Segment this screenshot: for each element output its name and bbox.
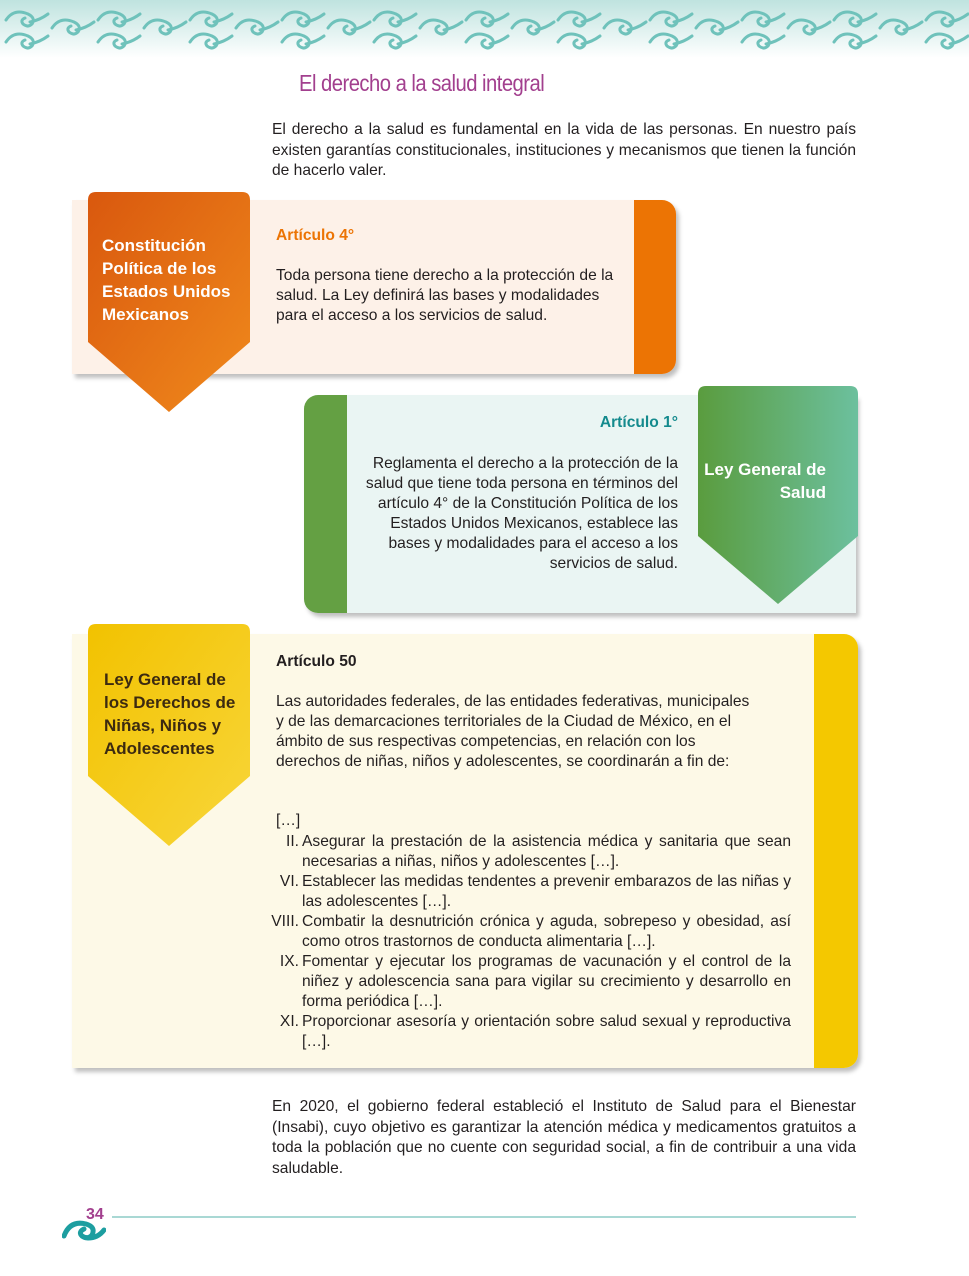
list-item-number: II. [286,833,299,850]
list-item [256,912,791,952]
list-item-text: Combatir la desnutrición crónica y aguda, sobrepeso y obesidad, así como otros trastornos de conducta alimentaria […]. [302,913,791,950]
health-law-card-accent-bar [304,395,347,613]
children-law-card-accent-bar [814,634,858,1068]
list-item-text: Establecer las medidas tendentes a prevenir embarazos de las niñas y las adolescentes […]. [302,873,791,910]
children-law-article-text: Las autoridades federales, de las entidades federativas, municipales y de las demarcaciones territoriales de la Ciudad de México, en el ámbito de sus respectivas competencias, en relación con los derechos de niñas, niños y adolescentes, se coordinarán a fin de: [276,693,750,770]
constitution-card-accent-bar [634,200,676,374]
children-law-ellipsis: […] [276,812,301,829]
list-item-text: Proporcionar asesoría y orientación sobre salud sexual y reproductiva […]. [302,1013,791,1050]
list-item [256,832,791,872]
list-item-number: VI. [279,873,299,890]
page-number: 34 [86,1206,104,1223]
health-law-article-text: Reglamenta el derecho a la protección de la salud que tiene toda persona en términos del artículo 4° de la Constitución Política de los Estados Unidos Mexicanos, establece las bases y modalidades para el acceso a los servicios de salud. [365,455,678,572]
list-item-number: VIII. [271,913,299,930]
intro-paragraph: El derecho a la salud es fundamental en la vida de las personas. En nuestro país existen garantías constitucionales, instituciones y mecanismos que tienen la función de hacerlo valer. [272,121,856,179]
children-law-label: Ley General de los Derechos de Niñas, Niños y Adolescentes [104,670,236,758]
list-item [256,952,791,1012]
constitution-article-heading: Artículo 4° [276,227,355,244]
wave-pattern-header [0,0,969,58]
page-title: El derecho a la salud integral [299,70,545,96]
list-item [256,872,791,912]
constitution-label: Constitución Política de los Estados Unidos Mexicanos [102,236,231,324]
list-item [256,1012,791,1052]
list-item-number: XI. [279,1013,299,1030]
list-item-text: Fomentar y ejecutar los programas de vacunación y el control de la niñez y adolescencia sana para vigilar su crecimiento y desarrollo en forma periódica […]. [302,953,791,1010]
footer-divider [112,1216,856,1218]
health-law-label: Ley General de Salud [704,460,826,502]
list-item-number: IX. [279,953,299,970]
children-law-list [256,832,791,1052]
constitution-article-text: Toda persona tiene derecho a la protección de la salud. La Ley definirá las bases y modalidades para el acceso a los servicios de salud. [276,267,614,324]
health-law-article-heading: Artículo 1° [599,414,678,431]
outro-paragraph: En 2020, el gobierno federal estableció el Instituto de Salud para el Bienestar (Insabi), cuyo objetivo es garantizar la atención médica y medicamentos gratuitos a toda la población que no cuente con seguridad social, a fin de contribuir a una vida saludable. [272,1098,856,1177]
children-law-article-heading: Artículo 50 [276,653,357,670]
list-item-text: Asegurar la prestación de la asistencia médica y sanitaria que sean necesarias a niñas, niños y adolescentes […]. [302,833,791,870]
